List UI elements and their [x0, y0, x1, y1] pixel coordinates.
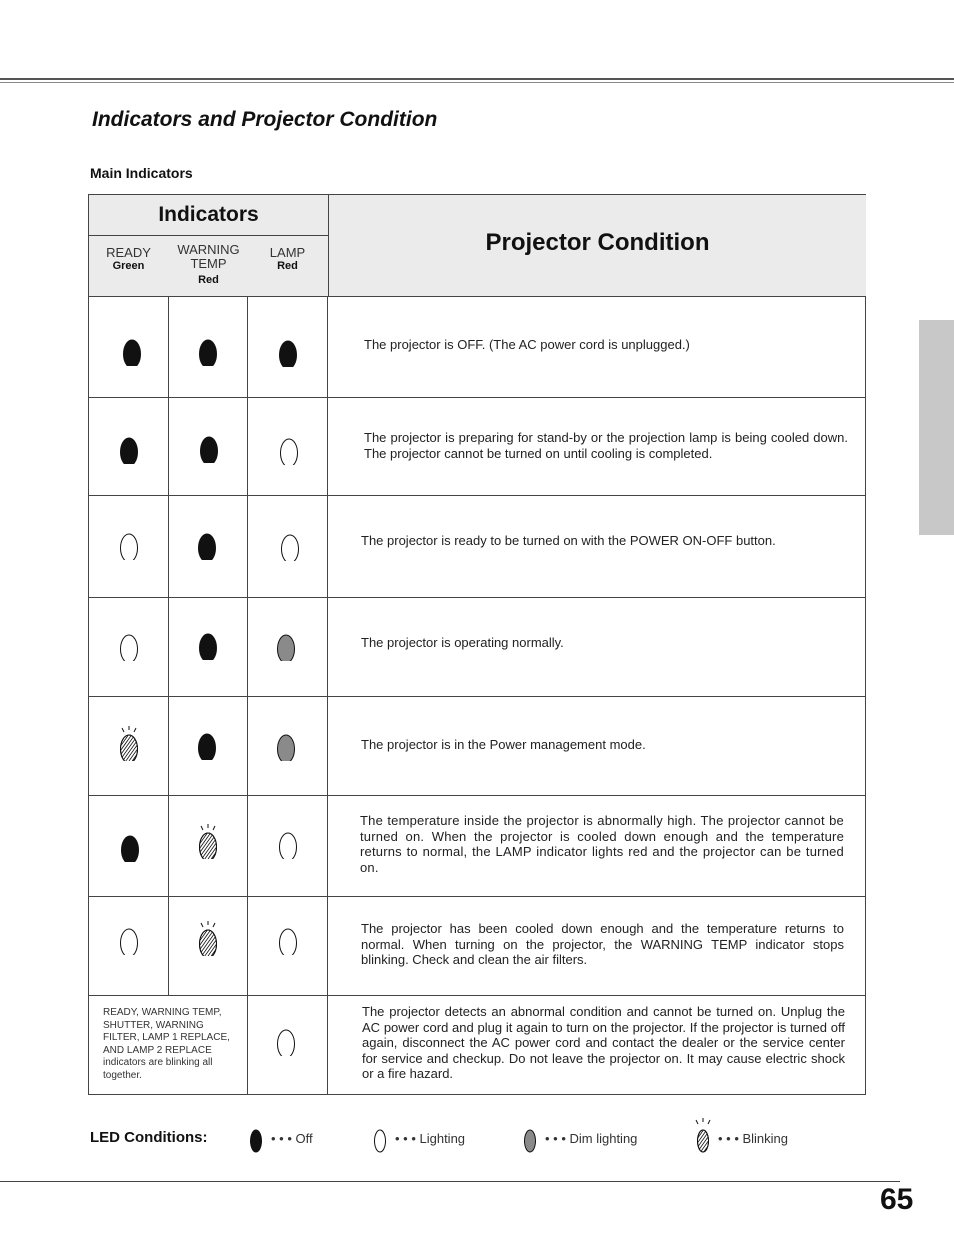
condition-text: The projector is preparing for stand-by or the projection lamp is being cooled down. The projector cannot be turned on until cooling is completed. [364, 430, 848, 461]
page-number: 65 [880, 1183, 914, 1216]
legend-blinking-icon [691, 1117, 715, 1158]
column-divider [247, 598, 248, 697]
column-divider [247, 697, 248, 796]
led-off-icon [197, 427, 221, 468]
led-lighting-icon [278, 525, 302, 566]
legend-dim-icon [518, 1117, 542, 1158]
legend-lighting-icon [368, 1117, 392, 1158]
col-header-ready [89, 245, 168, 305]
led-off-icon [276, 331, 300, 372]
blinking-note: READY, WARNING TEMP, SHUTTER, WARNING FILTER, LAMP 1 REPLACE, AND LAMP 2 REPLACE indicators are blinking all together. [103, 1007, 230, 1081]
table-row [89, 996, 866, 1095]
led-lighting-icon [274, 1020, 298, 1061]
column-divider [327, 996, 328, 1095]
section-title: Indicators and Projector Condition [92, 108, 438, 131]
indicator-table [88, 194, 866, 1095]
top-rule-thin [0, 82, 954, 83]
legend-off-icon [244, 1117, 268, 1158]
column-divider [327, 796, 328, 897]
col-color: Red [277, 260, 298, 272]
column-divider [327, 598, 328, 697]
column-divider [247, 897, 248, 996]
table-row [89, 796, 866, 897]
led-off-icon [117, 428, 141, 469]
led-lighting-icon [276, 823, 300, 864]
column-divider [168, 398, 169, 496]
led-off-icon [195, 724, 219, 765]
indicators-header [89, 195, 329, 297]
table-row [89, 598, 866, 697]
bottom-rule [0, 1181, 900, 1182]
led-lighting-icon [276, 919, 300, 960]
top-rule [0, 78, 954, 80]
col-header-warning-temp [169, 243, 248, 303]
led-off-icon [196, 624, 220, 665]
column-divider [168, 796, 169, 897]
led-off-icon [118, 826, 142, 867]
column-divider [168, 297, 169, 398]
led-blinking-icon [196, 823, 220, 864]
led-blinking-icon [196, 920, 220, 961]
led-lighting-icon [117, 524, 141, 565]
condition-heading: Projector Condition [485, 229, 710, 256]
column-divider [327, 496, 328, 598]
table-row [89, 297, 866, 398]
table-row [89, 897, 866, 996]
column-divider [327, 897, 328, 996]
column-divider [168, 496, 169, 598]
table-row [89, 496, 866, 598]
led-conditions-label: LED Conditions: [90, 1129, 208, 1146]
col-color: Green [112, 260, 145, 272]
condition-header [329, 195, 866, 297]
col-name: LAMP [269, 245, 306, 260]
condition-text: The projector detects an abnormal condition and cannot be turned on. Unplug the AC power cord and plug it again to turn on the projector. If the projector is turned off again, disconnect the AC power cord and contact the dealer or the service center for service and checkup. Do not leave the projector on. It may cause electric shock or a fire hazard. [362, 1004, 845, 1081]
subsection-title: Main Indicators [90, 165, 193, 181]
legend-lighting-label: • • • Lighting [395, 1131, 466, 1146]
table-row [89, 697, 866, 796]
legend-blinking-label: • • • Blinking [718, 1131, 789, 1146]
col-name: WARNING TEMP [177, 242, 240, 271]
legend-dim-label: • • • Dim lighting [545, 1131, 638, 1146]
indicators-heading: Indicators [158, 203, 259, 226]
column-divider [168, 897, 169, 996]
led-lighting-icon [117, 625, 141, 666]
condition-text: The projector is OFF. (The AC power cord is unplugged.) [364, 337, 690, 352]
col-name: READY [106, 245, 151, 260]
column-divider [247, 996, 248, 1095]
column-divider [327, 297, 328, 398]
column-divider [247, 398, 248, 496]
column-divider [168, 697, 169, 796]
column-divider [327, 398, 328, 496]
led-lighting-icon [277, 429, 301, 470]
led-off-icon [196, 330, 220, 371]
led-blinking-icon [117, 725, 141, 766]
condition-text: The projector is operating normally. [361, 635, 564, 650]
led-off-icon [120, 330, 144, 371]
column-divider [247, 297, 248, 398]
condition-text: The projector is in the Power management mode. [361, 737, 646, 752]
condition-text: The temperature inside the projector is abnormally high. The projector cannot be turned on. When the projector is cooled down enough and the temperature returns to normal, the LAMP indicator lights red and the projector can be turned on. [360, 813, 844, 875]
condition-text: The projector has been cooled down enough and the temperature returns to normal. When turning on the projector, the WARNING TEMP indicator stops blinking. Check and clean the air filters. [361, 921, 844, 967]
led-off-icon [195, 524, 219, 565]
col-header-lamp [248, 245, 327, 305]
condition-text: The projector is ready to be turned on with the POWER ON-OFF button. [361, 533, 776, 548]
column-divider [327, 697, 328, 796]
column-divider [247, 796, 248, 897]
led-dim-icon [274, 725, 298, 766]
side-tab [919, 320, 954, 535]
column-divider [247, 496, 248, 598]
led-lighting-icon [117, 919, 141, 960]
column-divider [168, 598, 169, 697]
table-row [89, 398, 866, 496]
led-dim-icon [274, 625, 298, 666]
legend-off-label: • • • Off [271, 1131, 313, 1146]
col-color: Red [198, 274, 219, 286]
